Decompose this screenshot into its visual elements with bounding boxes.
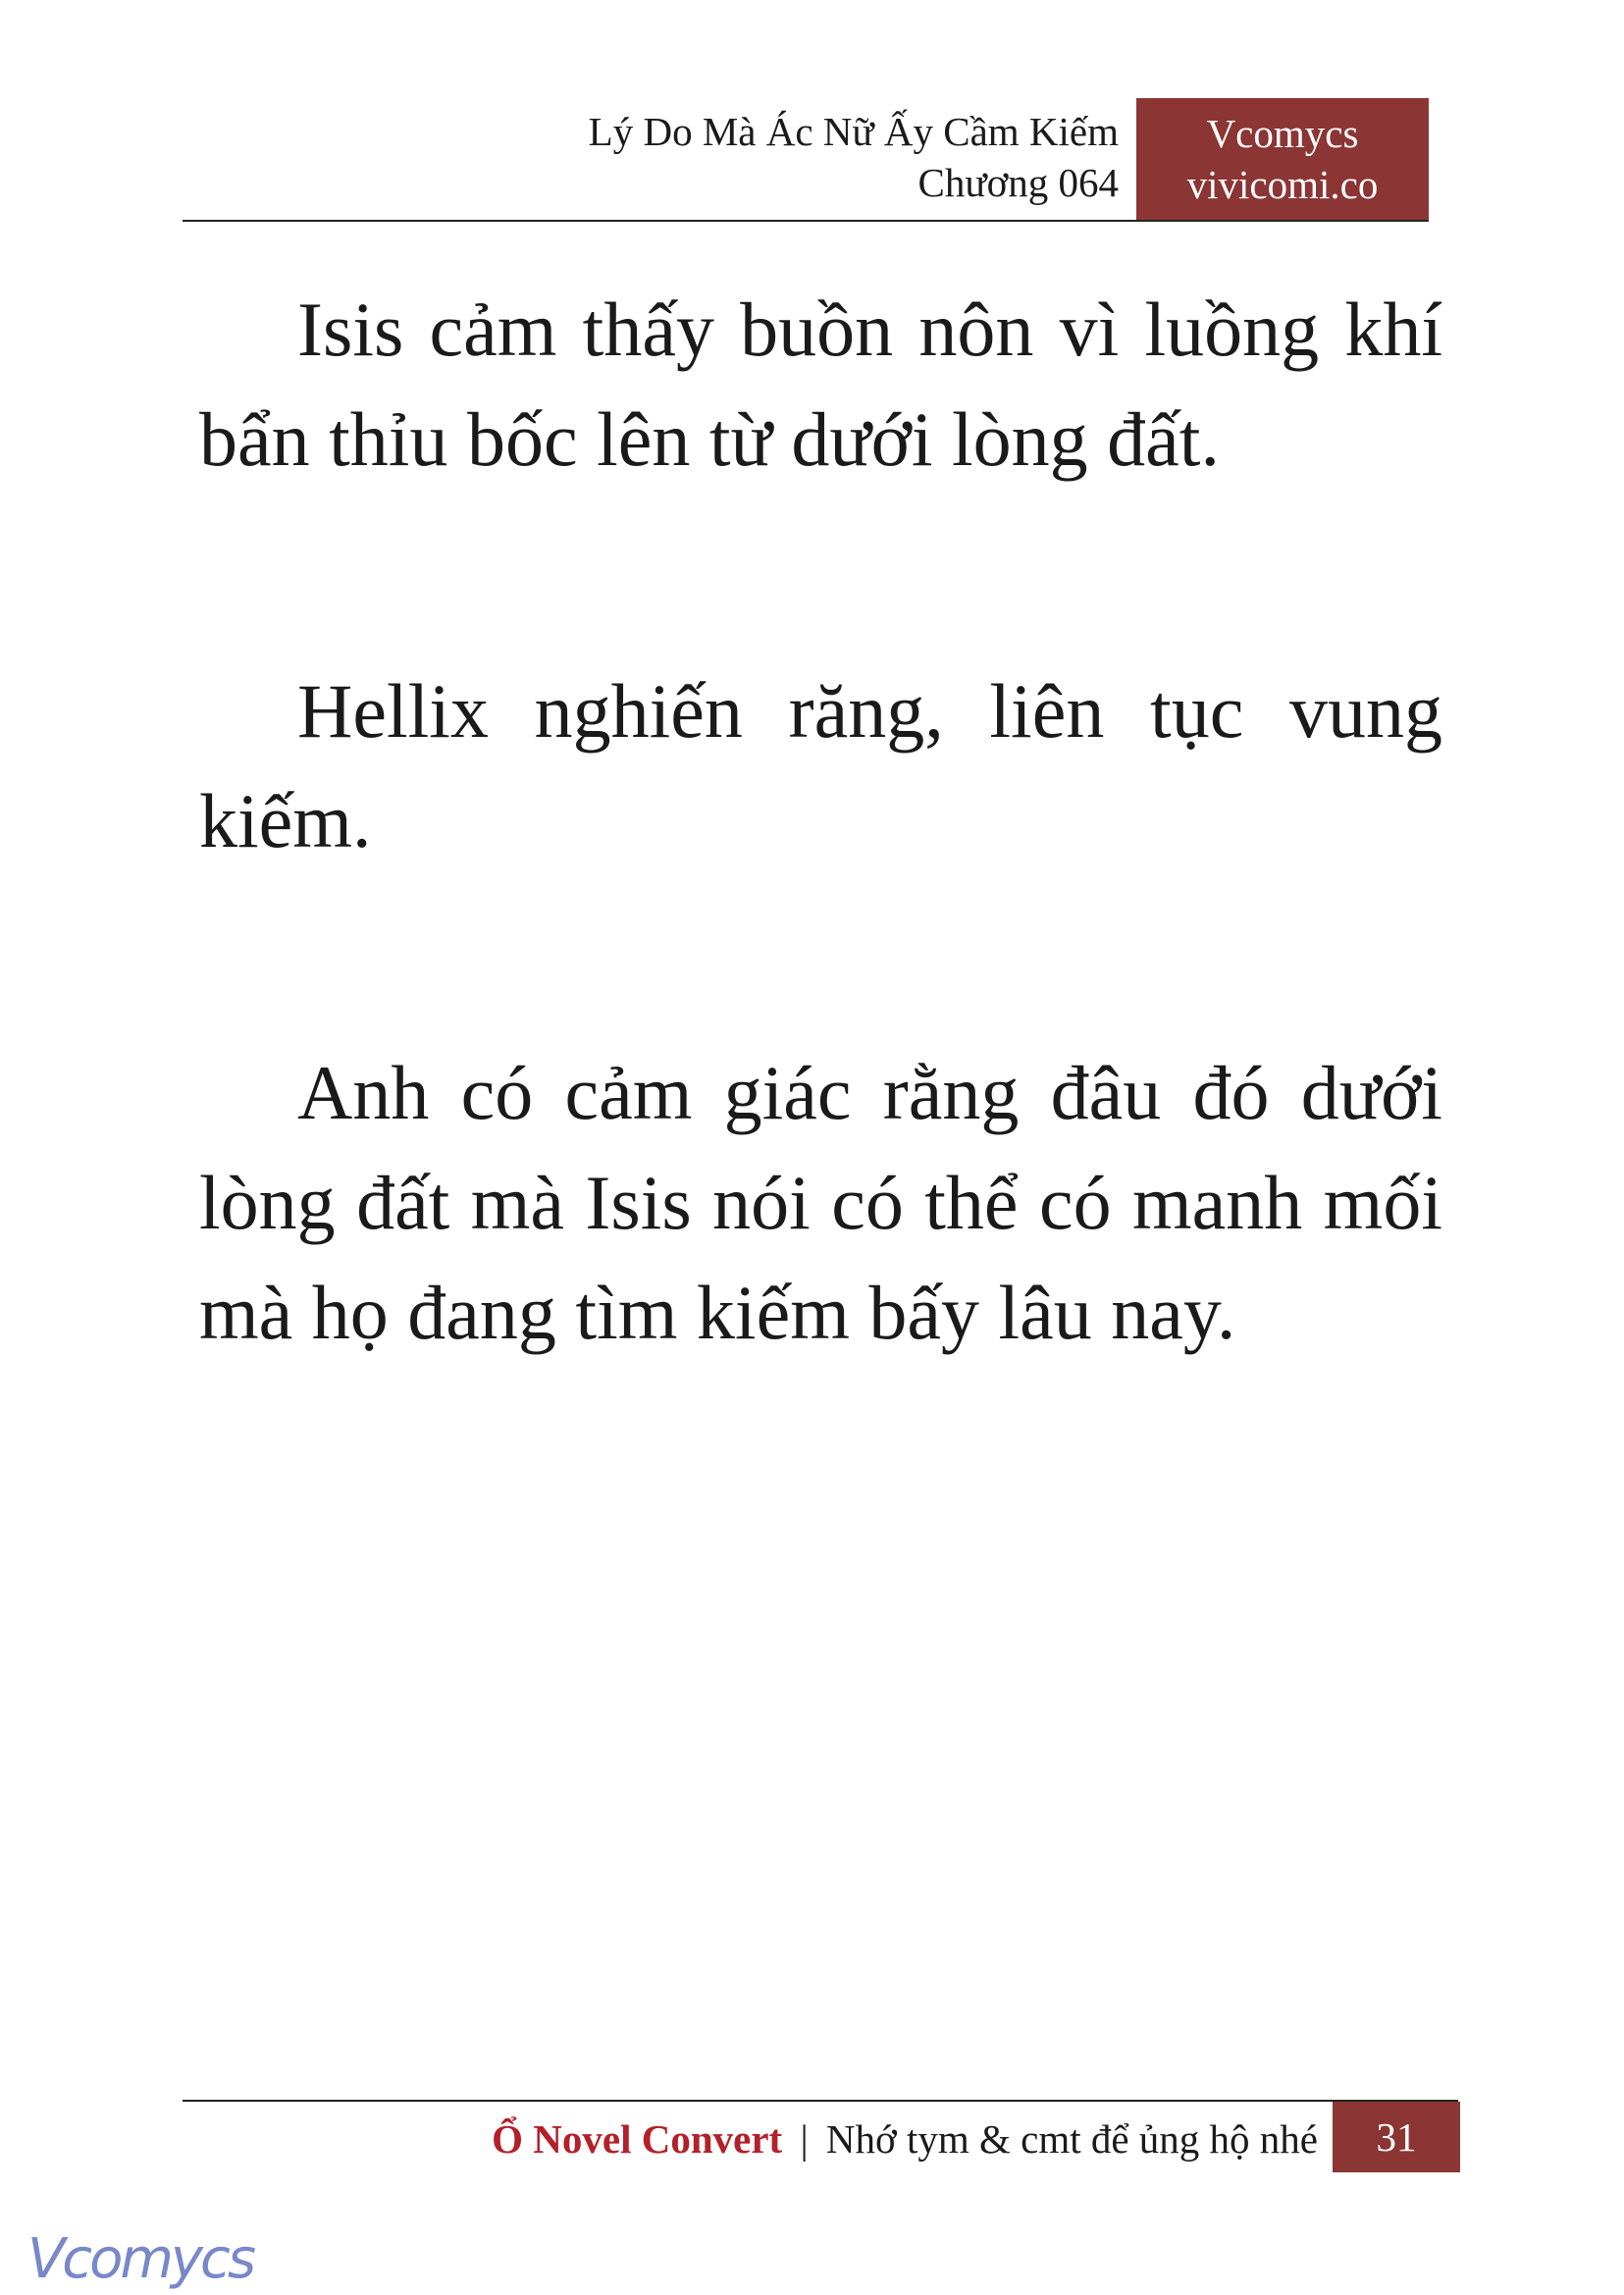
chapter-label: Chương 064 [917, 160, 1119, 205]
page-footer [492, 2110, 1318, 2168]
watermark-logo: Vcomycs [27, 2227, 254, 2291]
footer-divider [183, 2100, 1458, 2102]
paragraph: Anh có cảm giác rằng đâu đó dưới lòng đất mà Isis nói có thể có manh mối mà họ đang tìm kiếm bấy lâu nay. [199, 1050, 1442, 1355]
footer-separator: | [800, 2116, 809, 2162]
footer-message: Nhớ tym & cmt để ủng hộ nhé [825, 2116, 1318, 2162]
paragraph: Hellix nghiến răng, liên tục vung kiếm. [199, 668, 1442, 863]
header-titles [589, 106, 1119, 208]
site-badge [1136, 98, 1429, 222]
site-name: Vcomycs [1206, 111, 1359, 156]
page-number: 31 [1333, 2102, 1460, 2172]
header-divider [183, 220, 1429, 222]
paragraph: Isis cảm thấy buồn nôn vì luồng khí bẩn thỉu bốc lên từ dưới lòng đất. [199, 287, 1442, 482]
page-header [0, 0, 1624, 226]
book-title: Lý Do Mà Ác Nữ Ấy Cầm Kiếm [588, 109, 1119, 154]
chapter-body [199, 275, 1442, 1530]
site-url: vivicomi.co [1186, 162, 1379, 207]
footer-brand: Ổ Novel Convert [492, 2116, 783, 2162]
